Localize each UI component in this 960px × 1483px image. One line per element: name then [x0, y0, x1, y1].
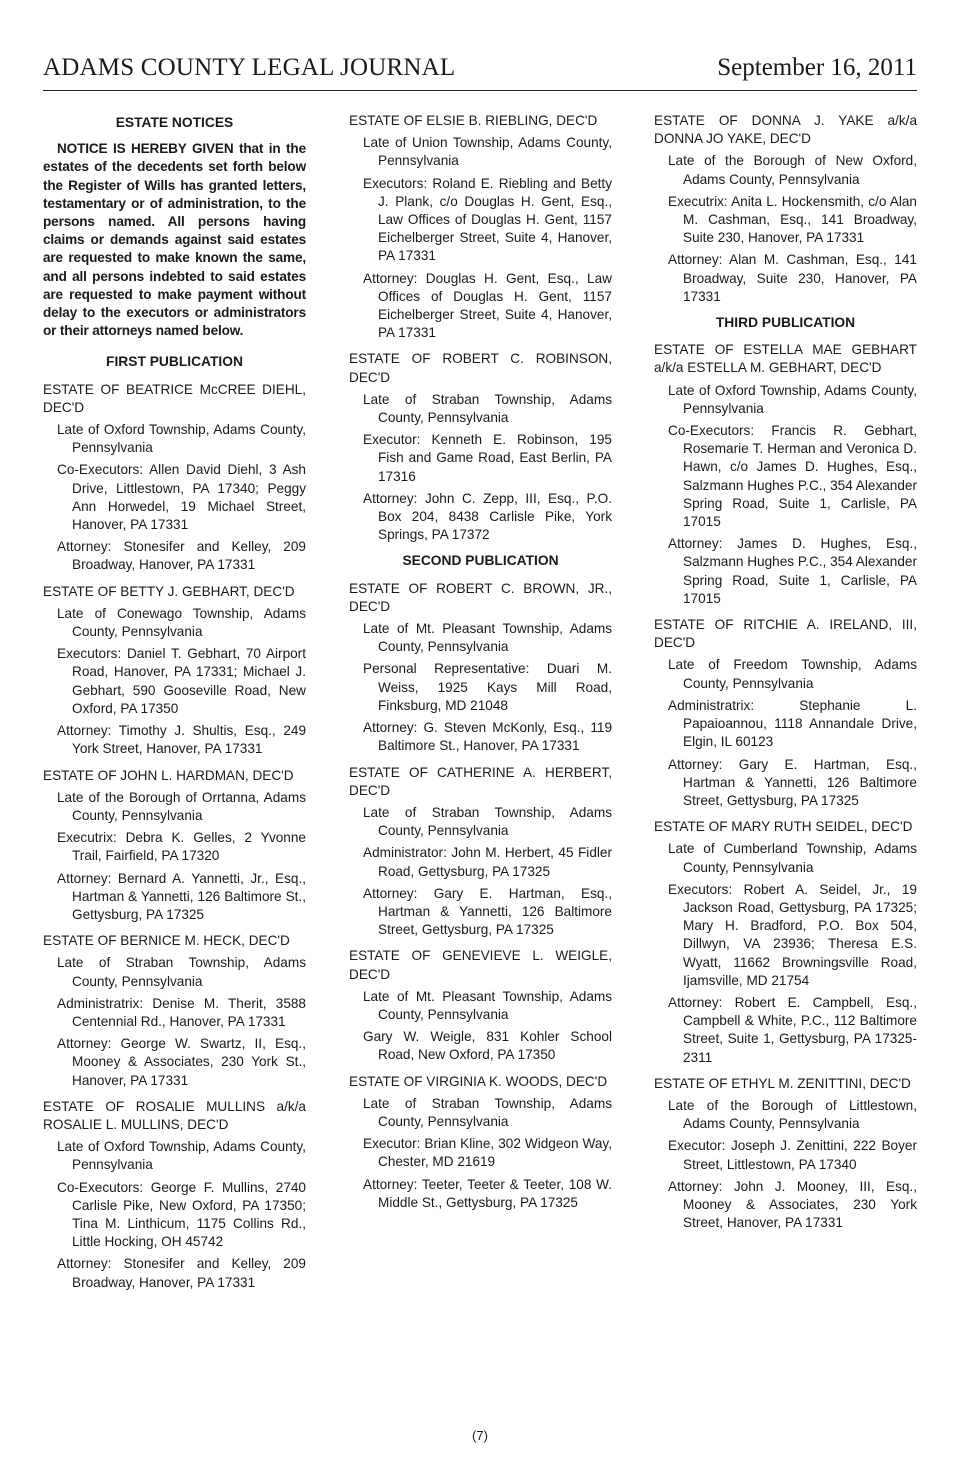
page-number: (7): [472, 1428, 488, 1443]
estate-name: ESTATE OF ROBERT C. ROBINSON, DEC'D: [349, 351, 612, 385]
column-3: [654, 112, 917, 1240]
estate-name: ESTATE OF DONNA J. YAKE a/k/a DONNA JO YAKE, DEC'D: [654, 113, 917, 147]
estate-detail: Executor: Kenneth E. Robinson, 195 Fish and Game Road, East Berlin, PA 17316: [363, 432, 612, 484]
estate-name: ESTATE OF RITCHIE A. IRELAND, III, DEC'D: [654, 617, 917, 651]
estate-notice: [349, 1073, 612, 1212]
notice-intro: NOTICE IS HEREBY GIVEN that in the estates of the decedents set forth below the Register of Wills has granted letters, testamentary or of administration, to the persons named. All persons having claims or demands against said estates are requested to make known the same, and all persons indebted to said estates are requested to make payment without delay to the executors or administrators or their attorneys named below.: [43, 141, 306, 339]
estate-detail: Late of Conewago Township, Adams County, Pennsylvania: [57, 605, 306, 640]
column-2: [349, 112, 612, 1220]
estate-detail: Administrator: John M. Herbert, 45 Fidler Road, Gettysburg, PA 17325: [363, 845, 612, 879]
estate-notice: [654, 1075, 917, 1233]
estate-detail: Co-Executors: Allen David Diehl, 3 Ash Drive, Littlestown, PA 17340; Peggy Ann Horwedel, 19 Michael Street, Hanover, PA 17331: [57, 462, 306, 533]
publication-heading: FIRST PUBLICATION: [106, 354, 243, 370]
estate-name: ESTATE OF BETTY J. GEBHART, DEC'D: [43, 583, 295, 599]
estate-detail: Administratrix: Denise M. Therit, 3588 Centennial Rd., Hanover, PA 17331: [57, 995, 306, 1029]
estate-notice: [43, 767, 306, 925]
journal-title: ADAMS COUNTY LEGAL JOURNAL: [43, 54, 456, 81]
estate-detail: Executor: Joseph J. Zenittini, 222 Boyer Street, Littlestown, PA 17340: [668, 1138, 917, 1172]
estate-detail: Executors: Daniel T. Gebhart, 70 Airport Road, Hanover, PA 17331; Michael J. Gebhart, 590 Gooseville Road, New Oxford, PA 17350: [57, 646, 306, 716]
estate-detail: Late of the Borough of Littlestown, Adams County, Pennsylvania: [668, 1097, 917, 1132]
estate-detail: Executrix: Debra K. Gelles, 2 Yvonne Trail, Fairfield, PA 17320: [57, 830, 306, 864]
estate-detail: Attorney: Gary E. Hartman, Esq., Hartman & Yannetti, 126 Baltimore Street, Gettysburg, PA 17325: [668, 756, 917, 808]
estate-detail: Late of Union Township, Adams County, Pennsylvania: [363, 135, 612, 169]
estate-detail: Late of Freedom Township, Adams County, Pennsylvania: [668, 657, 917, 691]
estate-notice: [654, 341, 917, 608]
estate-notice: [349, 580, 612, 756]
estate-detail: Attorney: Bernard A. Yannetti, Jr., Esq., Hartman & Yannetti, 126 Baltimore St., Gettysburg, PA 17325: [57, 870, 306, 922]
estate-detail: Attorney: Gary E. Hartman, Esq., Hartman & Yannetti, 126 Baltimore Street, Gettysburg, PA 17325: [363, 885, 612, 938]
estate-notice: [43, 1098, 306, 1292]
estate-detail: Attorney: James D. Hughes, Esq., Salzmann Hughes P.C., 354 Alexander Spring Road, Suite 1, Carlisle, PA 17015: [668, 536, 918, 606]
estate-notice: [654, 112, 917, 306]
estate-detail: Administratrix: Stephanie L. Papaioannou, 1118 Annandale Drive, Elgin, IL 60123: [668, 697, 917, 750]
estate-detail: Attorney: Stonesifer and Kelley, 209 Broadway, Hanover, PA 17331: [57, 1256, 306, 1290]
estate-notice: [349, 947, 612, 1064]
estate-notice: [43, 932, 306, 1090]
estate-name: ESTATE OF CATHERINE A. HERBERT, DEC'D: [349, 764, 612, 798]
estate-detail: Late of the Borough of New Oxford, Adams County, Pennsylvania: [668, 153, 917, 187]
estate-detail: Attorney: John C. Zepp, III, Esq., P.O. Box 204, 8438 Carlisle Pike, York Springs, PA 17372: [363, 490, 612, 543]
publication-heading: THIRD PUBLICATION: [715, 315, 856, 331]
estate-detail: Late of Oxford Township, Adams County, Pennsylvania: [668, 382, 917, 416]
estate-detail: Executors: Roland E. Riebling and Betty J. Plank, c/o Douglas H. Gent, Esq., Law Offices of Douglas H. Gent, 1157 Eichelberger Street, Suite 4, Hanover, PA 17331: [363, 175, 612, 264]
estate-detail: Executor: Brian Kline, 302 Widgeon Way, Chester, MD 21619: [363, 1136, 612, 1170]
estate-detail: Attorney: Teeter, Teeter & Teeter, 108 W. Middle St., Gettysburg, PA 17325: [363, 1176, 612, 1210]
estate-notice: [654, 818, 917, 1067]
estate-detail: Late of Straban Township, Adams County, Pennsylvania: [363, 804, 612, 839]
section-heading: ESTATE NOTICES: [115, 115, 234, 130]
estate-notice: [654, 616, 917, 810]
estate-name: ESTATE OF GENEVIEVE L. WEIGLE, DEC'D: [349, 948, 612, 982]
estate-detail: Late of the Borough of Orrtanna, Adams County, Pennsylvania: [57, 789, 306, 823]
estate-detail: Attorney: Stonesifer and Kelley, 209 Broadway, Hanover, PA 17331: [57, 539, 306, 573]
page-header: [43, 52, 917, 91]
estate-detail: Late of Straban Township, Adams County, Pennsylvania: [363, 391, 612, 426]
estate-notice: [43, 381, 306, 575]
estate-detail: Late of Straban Township, Adams County, Pennsylvania: [57, 955, 306, 989]
estate-detail: Executors: Robert A. Seidel, Jr., 19 Jackson Road, Gettysburg, PA 17325; Mary H. Bradford, P.O. Box 504, Dillwyn, VA 23936; Theresa E.S. Wyatt, 11662 Browningsville Road, Ijamsville, MD 21754: [668, 881, 917, 988]
estate-detail: Late of Mt. Pleasant Township, Adams County, Pennsylvania: [363, 988, 612, 1022]
estate-detail: Attorney: G. Steven McKonly, Esq., 119 Baltimore St., Hanover, PA 17331: [363, 720, 612, 754]
estate-name: ESTATE OF VIRGINIA K. WOODS, DEC'D: [349, 1073, 608, 1089]
estate-name: ESTATE OF ESTELLA MAE GEBHART a/k/a ESTELLA M. GEBHART, DEC'D: [654, 342, 917, 376]
estate-name: ESTATE OF ROBERT C. BROWN, JR., DEC'D: [349, 580, 612, 614]
estate-detail: Co-Executors: George F. Mullins, 2740 Carlisle Pike, New Oxford, PA 17350; Tina M. Linthicum, 1175 Collins Rd., Little Hocking, OH 45742: [57, 1179, 306, 1250]
estate-name: ESTATE OF ROSALIE MULLINS a/k/a ROSALIE L. MULLINS, DEC'D: [43, 1098, 306, 1132]
estate-detail: Late of Oxford Township, Adams County, Pennsylvania: [57, 422, 306, 456]
estate-notice: [349, 112, 612, 342]
estate-name: ESTATE OF ELSIE B. RIEBLING, DEC'D: [349, 113, 598, 128]
estate-detail: Co-Executors: Francis R. Gebhart, Rosemarie T. Herman and Veronica D. Hawn, c/o James D. Hughes, Esq., Salzmann Hughes P.C., 354 Alexander Spring Road, Suite 1, Carlisle, PA 17015: [668, 423, 918, 530]
estate-detail: Gary W. Weigle, 831 Kohler School Road, New Oxford, PA 17350: [363, 1029, 612, 1063]
estate-notice: [349, 350, 612, 544]
estate-name: ESTATE OF JOHN L. HARDMAN, DEC'D: [43, 767, 294, 783]
estate-detail: Late of Oxford Township, Adams County, Pennsylvania: [57, 1139, 306, 1173]
estate-detail: Attorney: Douglas H. Gent, Esq., Law Offices of Douglas H. Gent, 1157 Eichelberger Street, Suite 4, Hanover, PA 17331: [363, 270, 612, 341]
estate-detail: Attorney: Alan M. Cashman, Esq., 141 Broadway, Suite 230, Hanover, PA 17331: [668, 252, 917, 304]
estate-detail: Late of Cumberland Township, Adams County, Pennsylvania: [668, 841, 917, 875]
estate-detail: Late of Straban Township, Adams County, Pennsylvania: [363, 1095, 612, 1129]
estate-detail: Attorney: Timothy J. Shultis, Esq., 249 York Street, Hanover, PA 17331: [57, 723, 306, 757]
estate-name: ESTATE OF MARY RUTH SEIDEL, DEC'D: [654, 819, 913, 835]
estate-detail: Personal Representative: Duari M. Weiss, 1925 Kays Mill Road, Finksburg, MD 21048: [363, 661, 612, 713]
estate-notice: [43, 583, 306, 759]
issue-date: September 16, 2011: [717, 54, 917, 81]
estate-notice: [349, 764, 612, 940]
estate-name: ESTATE OF ETHYL M. ZENITTINI, DEC'D: [654, 1075, 911, 1091]
estate-name: ESTATE OF BERNICE M. HECK, DEC'D: [43, 933, 290, 949]
publication-heading: SECOND PUBLICATION: [402, 553, 559, 569]
estate-name: ESTATE OF BEATRICE McCREE DIEHL, DEC'D: [43, 381, 306, 415]
estate-detail: Attorney: George W. Swartz, II, Esq., Mooney & Associates, 230 York St., Hanover, PA 17331: [57, 1036, 306, 1088]
estate-detail: Late of Mt. Pleasant Township, Adams County, Pennsylvania: [363, 621, 612, 655]
estate-detail: Attorney: John J. Mooney, III, Esq., Mooney & Associates, 230 York Street, Hanover, PA 17331: [668, 1178, 917, 1231]
estate-detail: Attorney: Robert E. Campbell, Esq., Campbell & White, P.C., 112 Baltimore Street, Suite 1, Gettysburg, PA 17325-2311: [668, 994, 917, 1065]
estate-detail: Executrix: Anita L. Hockensmith, c/o Alan M. Cashman, Esq., 141 Broadway, Suite 230, Hanover, PA 17331: [668, 193, 917, 246]
column-1: [43, 112, 306, 1300]
